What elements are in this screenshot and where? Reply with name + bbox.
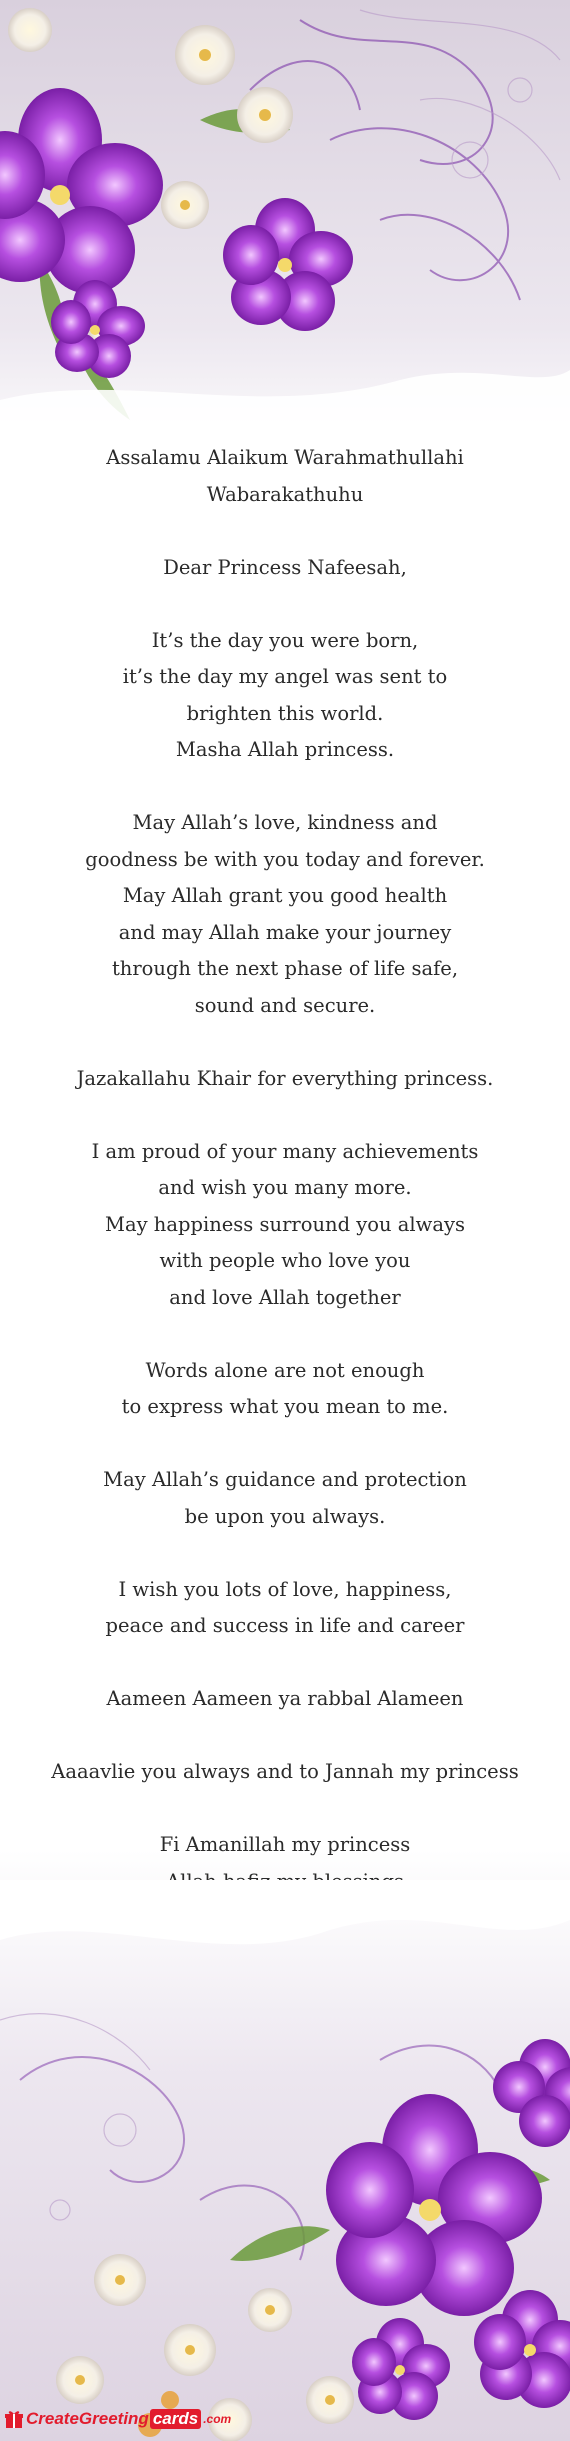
message-line: May Allah’s love, kindness and xyxy=(132,811,438,834)
message-gap xyxy=(20,1426,550,1463)
message-line: goodness be with you today and forever. xyxy=(85,847,485,871)
message-gap xyxy=(20,513,550,550)
message-line: and may Allah make your journey xyxy=(118,920,452,944)
brand-logo[interactable] xyxy=(4,2404,231,2434)
message-line: Masha Allah princess. xyxy=(175,738,395,761)
message-line: Fi Amanillah my princess xyxy=(159,1833,411,1856)
message-line: to express what you mean to me. xyxy=(121,1395,449,1418)
message-gap xyxy=(20,586,550,623)
gift-icon xyxy=(4,2409,24,2429)
message-gap xyxy=(20,1097,550,1134)
message-line: Aameen Aameen ya rabbal Alameen xyxy=(106,1687,464,1710)
message-line: Jazakallahu Khair for everything princess. xyxy=(76,1066,494,1090)
message-line: it’s the day my angel was sent to xyxy=(122,665,448,688)
message-line: be upon you always. xyxy=(184,1504,386,1528)
message-line: May happiness surround you always xyxy=(105,1212,465,1236)
message-line: through the next phase of life safe, xyxy=(111,957,459,980)
logo-text-cards: cards xyxy=(150,2409,201,2429)
message-gap xyxy=(20,1024,550,1061)
message-line: with people who love you xyxy=(159,1249,411,1272)
message-line: It’s the day you were born, xyxy=(151,628,419,652)
message-gap xyxy=(20,1645,550,1682)
message-gap xyxy=(20,1535,550,1572)
message-gap xyxy=(20,1718,550,1755)
message-line: Aaaavlie you always and to Jannah my princess xyxy=(51,1760,519,1783)
logo-text-domain: .com xyxy=(203,2412,232,2426)
message-line: and love Allah together xyxy=(169,1285,401,1309)
bottom-floral-decoration xyxy=(0,1880,570,2441)
message-gap xyxy=(20,1791,550,1828)
message-line: brighten this world. xyxy=(186,701,384,725)
message-line: Words alone are not enough xyxy=(145,1358,425,1382)
message-line: Assalamu Alaikum Warahmathullahi xyxy=(106,446,464,469)
top-floral-decoration xyxy=(0,0,570,470)
message-gap xyxy=(20,1316,550,1353)
message-line: Wabarakathuhu xyxy=(206,482,364,506)
message-line: May Allah grant you good health xyxy=(122,884,448,907)
message-line: May Allah’s guidance and protection xyxy=(103,1468,467,1491)
message-line: peace and success in life and career xyxy=(105,1614,465,1637)
message-gap xyxy=(20,769,550,806)
logo-text-create-greeting: CreateGreeting xyxy=(26,2409,149,2428)
message-line: sound and secure. xyxy=(194,993,376,1017)
message-line: and wish you many more. xyxy=(158,1176,412,1199)
greeting-message xyxy=(20,440,550,1973)
message-line: Dear Princess Nafeesah, xyxy=(163,555,407,579)
message-line: I am proud of your many achievements xyxy=(91,1139,479,1163)
message-line: I wish you lots of love, happiness, xyxy=(118,1577,452,1601)
